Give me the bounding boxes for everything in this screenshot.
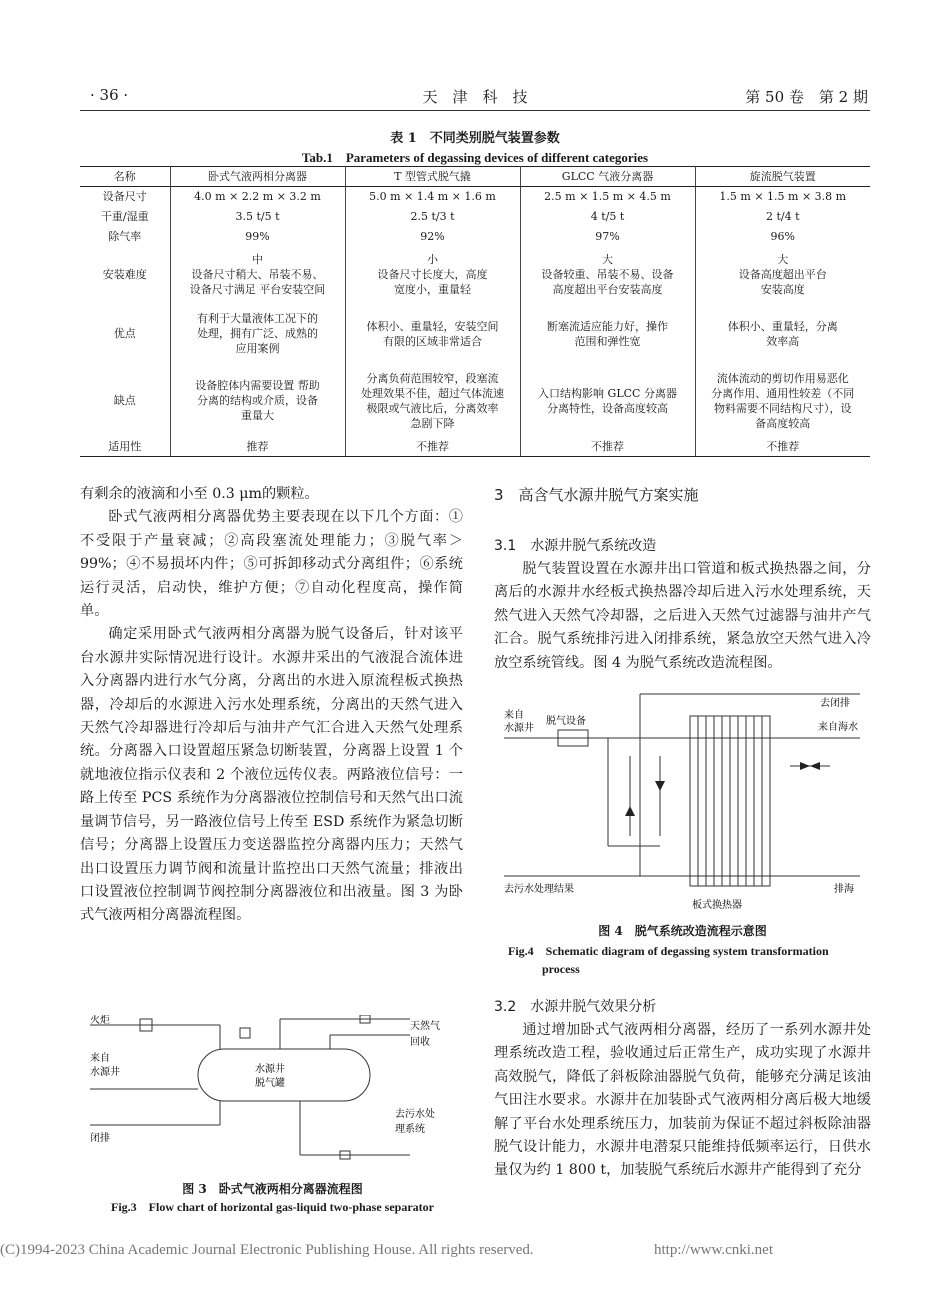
table-header-row — [80, 167, 870, 187]
row-label: 干重/湿重 — [80, 207, 170, 227]
fig3-label: 脱气罐 — [255, 1078, 285, 1089]
fig4-label: 来自 — [504, 710, 524, 721]
table-cell: 3.5 t/5 t — [170, 207, 345, 227]
section-heading: 3 高含气水源井脱气方案实施 — [494, 486, 699, 504]
fig4-label: 水源井 — [504, 723, 534, 734]
table-cell: 4 t/5 t — [520, 207, 695, 227]
paragraph: 通过增加卧式气液两相分离器，经历了一系列水源井处理系统改造工程，验收通过后正常生产，成功实现了水源井高效脱气，降低了斜板除油器脱气负荷，能够充分满足该油气田注水要求。水源井在加装卧式气液两相分离后极大地缓解了平台水处理系统压力，加装前为保证不超过斜板除油器脱气设计能力，水源井电潜泵只能维持低频率运行，日供水量仅为约 1 800 t，加装脱气系统后水源井产能得到了充分 — [494, 1022, 871, 1179]
table-row — [80, 227, 870, 247]
figure-4-caption-cn: 图 4 脱气系统改造流程示意图 — [598, 924, 767, 938]
fig4-label: 排海 — [834, 884, 854, 895]
footer-url: http://www.cnki.net — [654, 1242, 774, 1258]
fig3-label: 去污水处 — [395, 1109, 435, 1120]
fig3-label: 天然气 — [410, 1021, 440, 1032]
header-rule — [80, 110, 870, 111]
fig4-label: 来自海水 — [818, 722, 858, 733]
table-cell: 流体流动的剪切作用易恶化 分离作用、通用性较差（不同 物料需要不同结构尺寸），设 备高度较高 — [711, 371, 855, 430]
table-cell: 体积小、重量轻，安装空间 有限的区域非常适合 — [345, 303, 520, 365]
footer-copyright: (C)1994-2023 China Academic Journal Electronic Publishing House. All rights reserved. — [0, 1242, 534, 1258]
row-label: 适用性 — [80, 437, 170, 457]
table-cell: 96% — [770, 230, 795, 243]
issue-info: 第 50 卷 第 2 期 — [745, 88, 868, 106]
table-cell: 97% — [520, 227, 695, 247]
column-header: GLCC 气液分离器 — [520, 167, 695, 187]
figure-3-caption-en: Fig.3 Flow chart of horizontal gas-liquid two-phase separator — [111, 1200, 434, 1214]
fig4-label: 去闭排 — [820, 698, 850, 709]
figure-4-diagram — [500, 686, 872, 914]
table-cell: 体积小、重量轻，分离 效率高 — [727, 319, 838, 348]
table-row — [80, 207, 870, 227]
column-header: 旋流脱气装置 — [695, 167, 870, 187]
figure-3-diagram — [80, 1015, 465, 1175]
fig4-label: 脱气设备 — [546, 716, 586, 727]
table-cell: 5.0 m × 1.4 m × 1.6 m — [345, 187, 520, 207]
table-cell: 1.5 m × 1.5 m × 3.8 m — [719, 190, 847, 204]
fig3-label: 火炬 — [90, 1015, 110, 1026]
table-cell: 小 设备尺寸长度大，高度 宽度小，重量轻 — [345, 247, 520, 303]
fig3-label: 水源井 — [255, 1064, 285, 1075]
paragraph: 脱气装置设置在水源井出口管道和板式换热器之间，分离后的水源井水经板式换热器冷却后进入污水处理系统，天然气进入天然气冷却器，之后进入天然气过滤器与油井产气汇合。脱气系统排污进入闭排系统，紧急放空天然气进入冷放空系统管线。图 4 为脱气系统改造流程图。 — [494, 561, 871, 671]
table-cell: 分离负荷范围较窄，段塞流 处理效果不佳，超过气体流速 极限或气液比后，分离效率 急剧下降 — [345, 365, 520, 437]
table-cell: 2.5 t/3 t — [345, 207, 520, 227]
row-label: 设备尺寸 — [80, 187, 170, 207]
table-cell: 不推荐 — [520, 437, 695, 457]
column-header: T 型管式脱气撬 — [345, 167, 520, 187]
subsection-heading: 3.1 水源井脱气系统改造 — [494, 538, 657, 554]
table-cell: 2 t/4 t — [765, 210, 800, 223]
paragraph: 卧式气液两相分离器优势主要表现在以下几个方面：①不受限于产量衰减；②高段塞流处理能力；③脱气率＞99%；④不易损坏内件；⑤可拆卸移动式分离组件；⑥系统运行灵活，启动快，维护方便；⑦自动化程度高，操作简单。 — [80, 509, 463, 620]
table-cell: 中 设备尺寸稍大、吊装不易、 设备尺寸满足 平台安装空间 — [170, 247, 345, 303]
table-cell: 大 设备较重、吊装不易、设备 高度超出平台安装高度 — [520, 247, 695, 303]
parameters-table — [80, 166, 870, 457]
caption-line: process — [542, 962, 580, 976]
table-row — [80, 437, 870, 457]
table-row — [80, 187, 870, 207]
fig4-label: 去污水处理结果 — [504, 884, 574, 895]
table-cell: 2.5 m × 1.5 m × 4.5 m — [520, 187, 695, 207]
table-cell: 推荐 — [170, 437, 345, 457]
row-label: 除气率 — [80, 227, 170, 247]
table-row — [80, 365, 870, 437]
table-cell: 4.0 m × 2.2 m × 3.2 m — [170, 187, 345, 207]
table-caption-en: Tab.1 Parameters of degassing devices of different categories — [301, 150, 649, 165]
figure-3-caption-cn: 图 3 卧式气液两相分离器流程图 — [182, 1182, 363, 1196]
table-caption-cn: 表 1 不同类别脱气装置参数 — [390, 131, 560, 146]
fig3-label: 理系统 — [395, 1124, 425, 1135]
journal-title: 天 津 科 技 — [422, 88, 528, 106]
row-label: 安装难度 — [80, 247, 170, 303]
table-row — [80, 247, 870, 303]
table-row — [80, 303, 870, 365]
table-cell: 92% — [345, 227, 520, 247]
table-cell: 不推荐 — [695, 437, 870, 457]
paragraph: 确定采用卧式气液两相分离器为脱气设备后，针对该平台水源井实际情况进行设计。水源井采出的气液混合流体进入分离器内进行水气分离，分离出的水进入原流程板式换热器，冷却后的水源进入污水处理系统，分离出的天然气进入天然气冷却器进行冷却后与油井产气汇合进入天然气处理系统。分离器入口设置超压紧急切断装置，分离器上设置 1 个就地液位指示仪表和 2 个液位远传仪表。两路液位信号：一路上传至 PCS 系统作为分离器液位控制信号和天然气出口流量调节信号，另一路液位信号上传至 ESD 系统作为紧急切断信号；分离器上设置压力变送器监控分离器内压力；天然气出口设置压力调节阀和流量计监控出口天然气流量；排液出口设置液位控制调节阀控制分离器液位和出液量。图 3 为卧式气液两相分离器流程图。 — [80, 626, 463, 924]
table-cell: 有利于大量液体工况下的 处理，拥有广泛、成熟的 应用案例 — [170, 303, 345, 365]
row-label: 缺点 — [80, 365, 170, 437]
table-cell: 设备腔体内需要设置 帮助 分离的结构或介质，设备 重量大 — [170, 365, 345, 437]
column-header: 名称 — [80, 167, 170, 187]
fig3-label: 闭排 — [90, 1133, 110, 1144]
fig3-label: 水源井 — [90, 1067, 120, 1078]
table-cell: 不推荐 — [345, 437, 520, 457]
fig3-label: 回收 — [410, 1037, 430, 1048]
caption-line: Fig.4 Schematic diagram of degassing system transformation — [508, 944, 829, 958]
left-column-text — [80, 483, 463, 928]
table-cell: 大 设备高度超出平台 安装高度 — [738, 253, 827, 296]
subsection-heading: 3.2 水源井脱气效果分析 — [494, 999, 657, 1015]
page-number: · 36 · — [90, 86, 129, 104]
table-cell: 99% — [170, 227, 345, 247]
figure-4-caption-en — [508, 942, 871, 978]
fig4-label: 板式换热器 — [692, 900, 742, 911]
table-cell: 断塞流适应能力好，操作 范围和弹性宽 — [520, 303, 695, 365]
paragraph: 有剩余的液滴和小至 0.3 μm的颗粒。 — [80, 486, 319, 502]
row-label: 优点 — [80, 303, 170, 365]
column-header: 卧式气液两相分离器 — [170, 167, 345, 187]
table-cell: 入口结构影响 GLCC 分离器 分离特性，设备高度较高 — [520, 365, 695, 437]
separator-vessel — [198, 1049, 370, 1101]
fig3-label: 来自 — [90, 1053, 110, 1064]
